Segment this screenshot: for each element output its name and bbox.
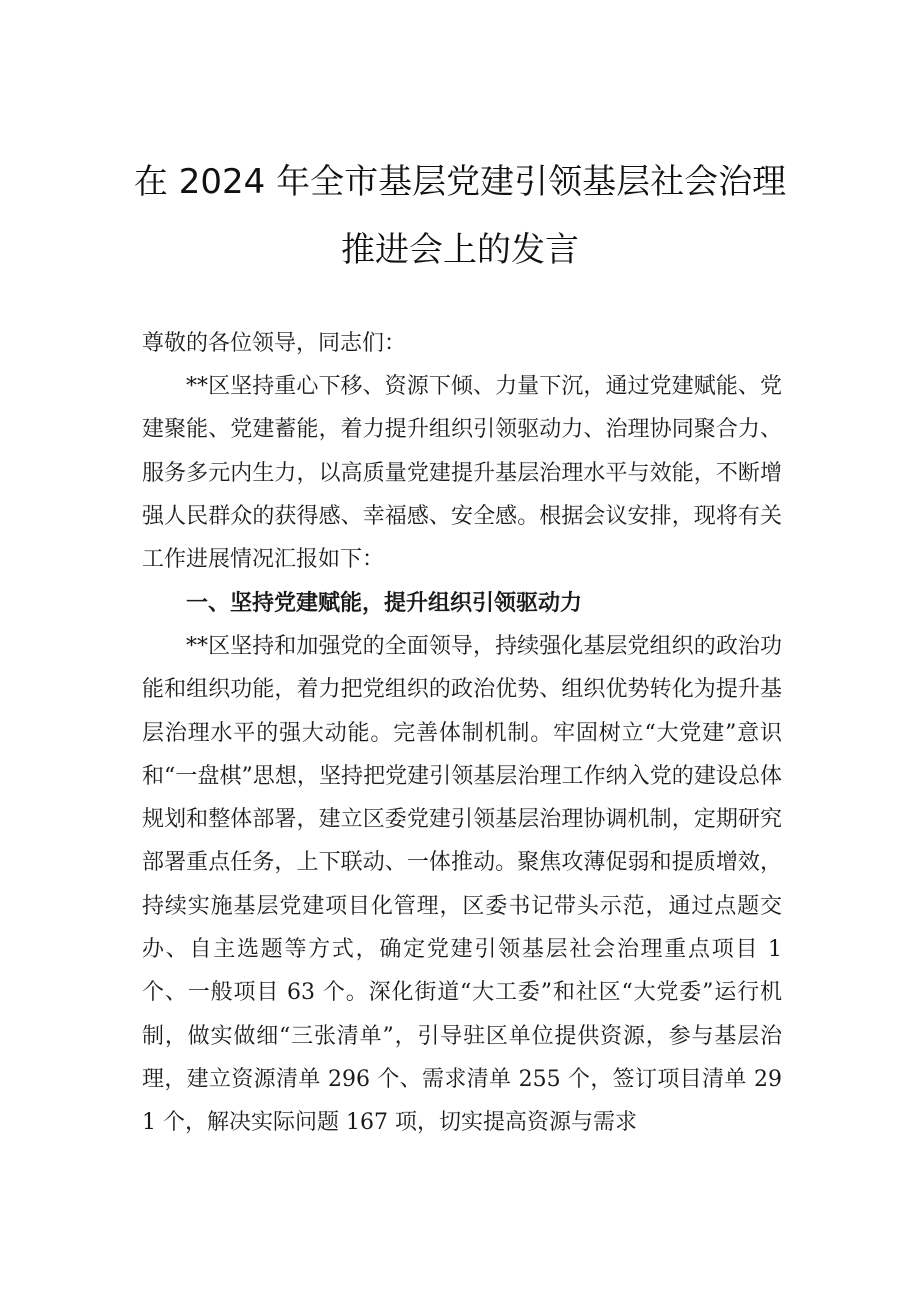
salutation: 尊敬的各位领导，同志们：	[142, 331, 407, 356]
paragraph-section-1	[142, 625, 782, 1145]
section-heading: 一、坚持党建赋能，提升组织引领驱动力	[186, 591, 583, 616]
paragraph-section-1-text: **区坚持和加强党的全面领导，持续强化基层党组织的政治功能和组织功能，着力把党组织的政治优势、组织优势转化为提升基层治理水平的强大动能。完善体制机制。牢固树立“大党建”意识和“一盘棋”思想，坚持把党建引领基层治理工作纳入党的建设总体规划和整体部署，建立区委党建引领基层治理协调机制，定期研究部署重点任务，上下联动、一体推动。聚焦攻薄促弱和提质增效，持续实施基层党建项目化管理，区委书记带头示范，通过点题交办、自主选题等方式，确定党建引领基层社会治理重点项目 1 个、一般项目 63 个。深化街道“大工委”和社区“大党委”运行机制，做实做细“三张清单”，引导驻区单位提供资源，参与基层治理，建立资源清单 296 个、需求清单 255 个，签订项目清单 291 个，解决实际问题 167 项，切实提高资源与需求	[142, 634, 782, 1136]
document-title-line-1: 在 2024 年全市基层党建引领基层社会治理	[133, 162, 787, 202]
document-title-line-2: 推进会上的发言	[341, 230, 579, 270]
paragraph-intro	[142, 365, 782, 581]
paragraph-intro-text: **区坚持重心下移、资源下倾、力量下沉，通过党建赋能、党建聚能、党建蓄能，着力提升组织引领驱动力、治理协同聚合力、服务多元内生力，以高质量党建提升基层治理水平与效能，不断增强人民群众的获得感、幸福感、安全感。根据会议安排，现将有关工作进展情况汇报如下：	[142, 374, 782, 573]
